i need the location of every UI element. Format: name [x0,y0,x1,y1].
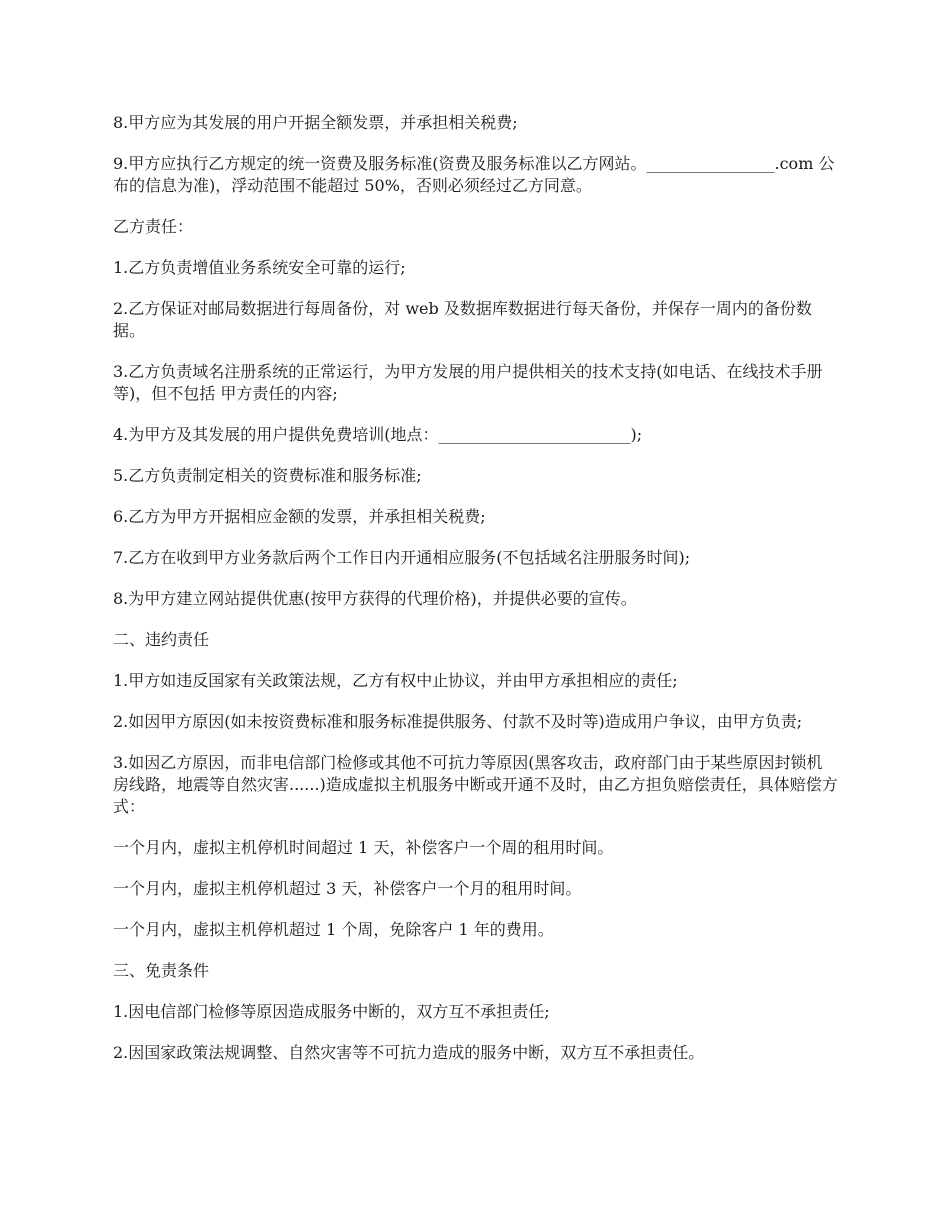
clause-breach-party-b: 3.如因乙方原因，而非电信部门检修或其他不可抗力等原因(黑客攻击，政府部门由于某些原因封锁机房线路，地震等自然灾害......)造成虚拟主机服务中断或开通不及时，由乙方担负赔偿责任，具体赔偿方式： [113,753,838,816]
section-heading-exemption: 三、免责条件 [113,961,210,980]
compensation-1-day: 一个月内，虚拟主机停机时间超过 1 天，补偿客户一个周的租用时间。 [113,838,614,857]
clause-party-b-invoice: 6.乙方为甲方开据相应金额的发票，并承担相关税费; [113,507,486,526]
clause-party-b-standards: 5.乙方负责制定相关的资费标准和服务标准; [113,466,422,485]
clause-party-b-system: 1.乙方负责增值业务系统安全可靠的运行; [113,258,406,277]
clause-breach-party-a: 1.甲方如违反国家有关政策法规，乙方有权中止协议，并由甲方承担相应的责任; [113,671,678,690]
compensation-3-days: 一个月内，虚拟主机停机超过 3 天，补偿客户一个月的租用时间。 [113,879,582,898]
clause-party-b-training: 4.为甲方及其发展的用户提供免费培训(地点：________________________); [113,425,643,444]
clause-breach-dispute: 2.如因甲方原因(如未按资费标准和服务标准提供服务、付款不及时等)造成用户争议，由甲方负责; [113,712,803,731]
section-heading-party-b-duties: 乙方责任： [113,217,194,236]
clause-party-b-website: 8.为甲方建立网站提供优惠(按甲方获得的代理价格)，并提供必要的宣传。 [113,589,637,608]
clause-exemption-maintenance: 1.因电信部门检修等原因造成服务中断的，双方互不承担责任; [113,1002,550,1021]
clause-party-b-domain: 3.乙方负责域名注册系统的正常运行，为甲方发展的用户提供相关的技术支持(如电话、在线技术手册等)，但不包括 甲方责任的内容; [113,362,823,403]
clause-party-b-backup: 2.乙方保证对邮局数据进行每周备份，对 web 及数据库数据进行每天备份，并保存一周内的备份数据。 [113,299,812,340]
clause-party-a-pricing: 9.甲方应执行乙方规定的统一资费及服务标准(资费及服务标准以乙方网站。________________.com 公布的信息为准)，浮动范围不能超过 50%，否则必须经过乙方同意。 [113,154,835,195]
clause-party-b-activation: 7.乙方在收到甲方业务款后两个工作日内开通相应服务(不包括域名注册服务时间); [113,548,691,567]
section-heading-breach: 二、违约责任 [113,630,210,649]
document-body [113,112,838,1083]
compensation-1-week: 一个月内，虚拟主机停机超过 1 个周，免除客户 1 年的费用。 [113,920,554,939]
clause-exemption-force-majeure: 2.因国家政策法规调整、自然灾害等不可抗力造成的服务中断，双方互不承担责任。 [113,1043,705,1062]
clause-party-a-invoice: 8.甲方应为其发展的用户开据全额发票，并承担相关税费; [113,113,518,132]
